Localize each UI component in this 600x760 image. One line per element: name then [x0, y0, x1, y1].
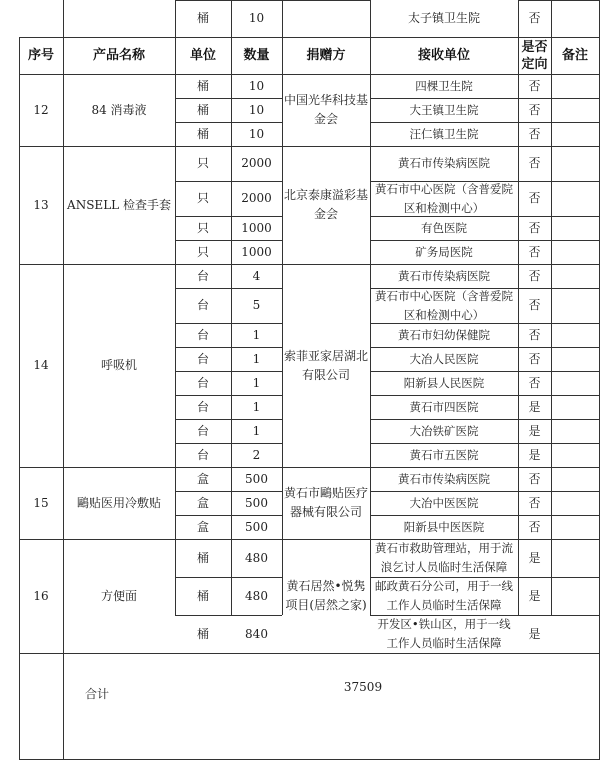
unit-cell: 台: [196, 351, 209, 366]
donor-name: 中国光华科技基金会: [284, 93, 369, 126]
directed-cell: 否: [528, 191, 541, 205]
quantity-cell: 1000: [241, 220, 272, 235]
quantity-cell: 10: [248, 102, 265, 117]
quantity-cell: 10: [248, 11, 265, 25]
unit-cell: 桶: [196, 588, 209, 603]
col-rule: [551, 0, 552, 615]
donor-name: 黄石市鷗贴医疗器械有限公司: [284, 486, 369, 519]
directed-cell: 否: [528, 156, 541, 170]
unit-cell: 台: [196, 423, 209, 438]
directed-cell: 否: [528, 298, 541, 312]
unit-cell: 盒: [196, 471, 209, 486]
receiver-cell: 矿务局医院: [415, 244, 473, 259]
unit-cell: 桶: [196, 126, 209, 141]
quantity-cell: 1: [252, 327, 261, 342]
receiver-cell: 黄石市中心医院（含普爱院区和检测中心）: [375, 181, 513, 215]
receiver-cell: 有色医院: [421, 220, 467, 235]
directed-cell: 是: [528, 550, 541, 565]
header-name: 产品名称: [92, 48, 145, 63]
unit-cell: 桶: [196, 626, 209, 641]
directed-cell: 是: [528, 626, 541, 641]
quantity-cell: 1: [252, 375, 261, 390]
unit-cell: 只: [196, 191, 209, 205]
receiver-cell: 黄石市妇幼保健院: [398, 327, 490, 342]
quantity-cell: 480: [245, 588, 268, 603]
unit-cell: 桶: [196, 550, 209, 565]
unit-cell: 只: [196, 220, 209, 235]
receiver-cell: 黄石市传染病医院: [398, 156, 490, 170]
quantity-cell: 1: [252, 423, 261, 438]
total-value: 37509: [343, 679, 383, 694]
receiver-cell: 汪仁镇卫生院: [409, 126, 479, 141]
receiver-cell: 黄石市五医院: [409, 447, 479, 462]
receiver-cell: 大冶中医医院: [409, 495, 479, 510]
header-qty: 数量: [243, 48, 270, 63]
quantity-cell: 1: [252, 399, 261, 414]
product-name: 84 消毒液: [91, 102, 147, 117]
directed-cell: 是: [528, 588, 541, 603]
total-label: 合计: [84, 686, 109, 701]
receiver-cell: 大冶铁矿医院: [409, 423, 479, 438]
directed-cell: 否: [528, 244, 541, 259]
serial-number: 12: [33, 102, 49, 117]
receiver-cell: 大王镇卫生院: [409, 102, 479, 117]
directed-cell: 否: [528, 471, 541, 486]
product-name: 呼吸机: [100, 358, 137, 372]
quantity-cell: 480: [245, 550, 268, 565]
receiver-cell: 黄石市中心医院（含普爱院区和检测中心）: [375, 288, 513, 322]
unit-cell: 台: [196, 268, 209, 283]
donor-name: 索菲亚家居湖北有限公司: [284, 348, 369, 382]
directed-cell: 否: [528, 220, 541, 235]
quantity-cell: 5: [252, 298, 261, 312]
serial-number: 13: [33, 197, 49, 212]
quantity-cell: 500: [245, 471, 268, 486]
directed-cell: 否: [528, 11, 541, 25]
unit-cell: 台: [196, 298, 209, 312]
receiver-cell: 阳新县中医医院: [403, 519, 485, 534]
serial-number: 16: [33, 588, 49, 603]
receiver-cell: 四棵卫生院: [415, 78, 473, 93]
receiver-cell: 黄石市传染病医院: [398, 471, 490, 486]
header-receiver: 接收单位: [417, 48, 470, 63]
unit-cell: 盒: [196, 519, 209, 534]
quantity-cell: 840: [245, 626, 268, 641]
donor-name: 北京泰康溢彩基金会: [284, 188, 369, 221]
unit-cell: 只: [196, 156, 209, 170]
directed-cell: 否: [528, 327, 541, 342]
unit-cell: 桶: [196, 78, 209, 93]
directed-cell: 否: [528, 126, 541, 141]
product-name: 方便面: [100, 588, 137, 603]
directed-cell: 否: [528, 495, 541, 510]
receiver-cell: 大冶人民医院: [409, 351, 479, 366]
quantity-cell: 2000: [241, 156, 272, 170]
quantity-cell: 2: [252, 447, 261, 462]
receiver-cell: 太子镇卫生院: [407, 11, 480, 25]
header-note: 备注: [561, 48, 588, 63]
serial-number: 15: [33, 495, 49, 510]
unit-cell: 桶: [196, 11, 209, 25]
unit-cell: 台: [196, 399, 209, 414]
receiver-cell: 黄石市传染病医院: [398, 268, 490, 283]
unit-cell: 台: [196, 327, 209, 342]
header-unit: 单位: [189, 48, 216, 63]
receiver-cell: 邮政黄石分公司，用于一线工作人员临时生活保障: [375, 579, 513, 612]
serial-number: 14: [33, 358, 49, 372]
quantity-cell: 1: [252, 351, 261, 366]
donor-name: 黄石居然•悦隽项目(居然之家): [285, 579, 367, 612]
receiver-cell: 黄石市救助管理站，用于流浪乞讨人员临时生活保障: [375, 541, 513, 574]
unit-cell: 桶: [196, 102, 209, 117]
directed-cell: 否: [528, 375, 541, 390]
receiver-cell: 开发区•铁山区，用于一线工作人员临时生活保障: [377, 617, 511, 650]
product-name: 鷗贴医用冷敷贴: [76, 495, 161, 510]
directed-cell: 否: [528, 102, 541, 117]
product-name: ANSELL 检查手套: [67, 197, 171, 212]
directed-cell: 否: [528, 268, 541, 283]
unit-cell: 只: [196, 244, 209, 259]
unit-cell: 盒: [196, 495, 209, 510]
receiver-cell: 黄石市四医院: [409, 399, 479, 414]
header-directed: 是否定向: [521, 39, 548, 72]
quantity-cell: 500: [245, 495, 268, 510]
receiver-cell: 阳新县人民医院: [403, 375, 485, 390]
directed-cell: 否: [528, 519, 541, 534]
directed-cell: 是: [528, 399, 541, 414]
unit-cell: 台: [196, 447, 209, 462]
header-no: 序号: [27, 48, 54, 63]
quantity-cell: 10: [248, 78, 265, 93]
unit-cell: 台: [196, 375, 209, 390]
header-donor: 捐赠方: [306, 48, 346, 63]
quantity-cell: 500: [245, 519, 268, 534]
quantity-cell: 2000: [241, 191, 272, 205]
directed-cell: 是: [528, 423, 541, 438]
quantity-cell: 4: [252, 268, 261, 283]
directed-cell: 否: [528, 351, 541, 366]
directed-cell: 是: [528, 447, 541, 462]
quantity-cell: 1000: [241, 244, 272, 259]
directed-cell: 否: [528, 78, 541, 93]
quantity-cell: 10: [248, 126, 265, 141]
